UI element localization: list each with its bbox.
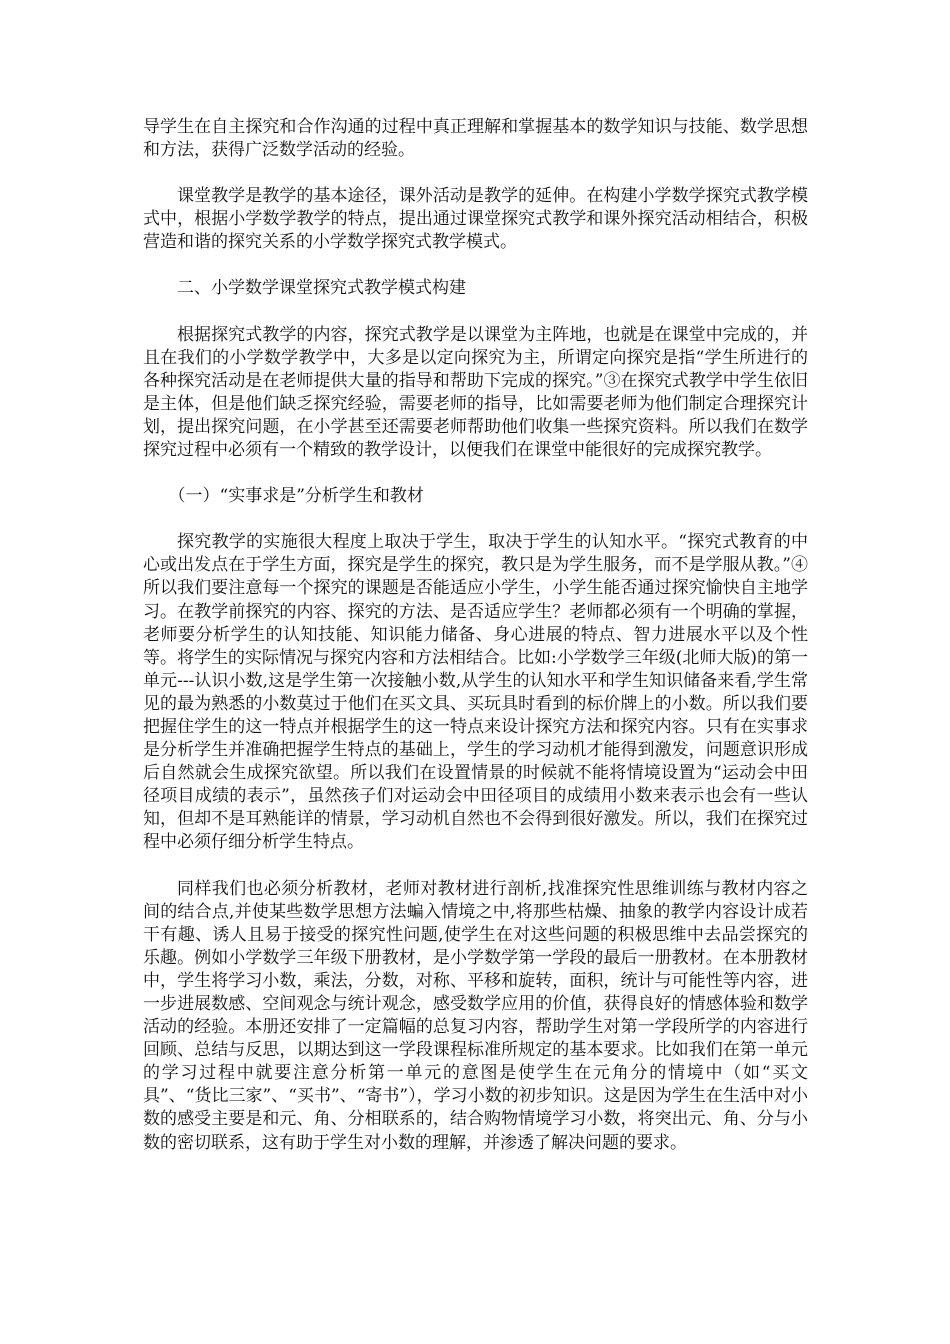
section-heading-2: 二、小学数学课堂探究式教学模式构建 bbox=[177, 278, 466, 299]
paragraph-analyze-textbook: 同样我们也必须分析教材，老师对教材进行剖析,找准探究性思维训练与教材内容之间的结合点,并使某些数学思想方法蝙入情境之中,将那些枯燥、抽象的教学内容设计成若干有趣、诱人且易于接受的探究性问题,使学生在对这些问题的积极思维中去品尝探究的乐趣。例如小学数学三年级下册教材，是小学数学第一学段的最后一册教材。在本册教材中，学生将学习小数，乘法，分数，对称、平移和旋转，面积，统计与可能性等内容，进一步进展数感、空间观念与统计观念，感受数学应用的价值，获得良好的情感体验和数学活动的经验。本册还安排了一定篇幅的总复习内容，帮助学生对第一学段所学的内容进行回顾、总结与反思，以期达到这一学段课程标准所规定的基本要求。比如我们在第一单元的学习过程中就要注意分析第一单元的意图是使学生在元角分的情境中（如“买文具”、“货比三家”、“买书”、“寄书”），学习小数的初步知识。这是因为学生在生活中对小数的感受主要是和元、角、分相联系的，结合购物情境学习小数，将突出元、角、分与小数的密切联系，这有助于学生对小数的理解，并渗透了解决问题的要求。 bbox=[143, 878, 808, 1153]
paragraph-inquiry-content: 根据探究式教学的内容，探究式教学是以课堂为主阵地，也就是在课堂中完成的，并且在我们的小学数学教学中，大多是以定向探究为主，所谓定向探究是指“学生所进行的各种探究活动是在老师提供大量的指导和帮助下完成的探究。”③在探究式教学中学生依旧是主体，但是他们缺乏探究经验，需要老师的指导，比如需要老师为他们制定合理探究计划，提出探究问题，在小学甚至还需要老师帮助他们收集一些探究资料。所以我们在数学探究过程中必须有一个精致的教学设计，以便我们在课堂中能很好的完成探究教学。 bbox=[143, 324, 808, 461]
paragraph-classroom-teaching: 课堂教学是教学的基本途径，课外活动是教学的延伸。在构建小学数学探究式教学模式中，根据小学数学教学的特点，提出通过课堂探究式教学和课外探究活动相结合，积极营造和谐的探究关系的小学数学探究式教学模式。 bbox=[143, 186, 808, 253]
document-page bbox=[143, 116, 808, 1178]
paragraph-intro-continuation: 导学生在自主探究和合作沟通的过程中真正理解和掌握基本的数学知识与技能、数学思想和方法，获得广泛数学活动的经验。 bbox=[143, 117, 808, 161]
subsection-heading-1: （一）“实事求是”分析学生和教材 bbox=[168, 486, 424, 507]
paragraph-analyze-students: 探究教学的实施很大程度上取决于学生，取决于学生的认知水平。“探究式教育的中心或出发点在于学生方面，探究是学生的探究，教只是为学生服务，而不是学服从教。”④所以我们要注意每一个探究的课题是否能适应小学生，小学生能否通过探究愉快自主地学习。在教学前探究的内容、探究的方法、是否适应学生？老师都必须有一个明确的掌握，老师要分析学生的认知技能、知识能力储备、身心进展的特点、智力进展水平以及个性等。将学生的实际情况与探究内容和方法相结合。比如:小学数学三年级(北师大版)的第一单元---认识小数,这是学生第一次接触小数,从学生的认知水平和学生知识储备来看,学生常见的最为熟悉的小数莫过于他们在买文具、买玩具时看到的标价牌上的小数。所以我们要把握住学生的这一特点并根据学生的这一特点来设计探究方法和探究内容。只有在实事求是分析学生并准确把握学生特点的基础上，学生的学习动机才能得到激发，问题意识形成后自然就会生成探究欲望。所以我们在设置情景的时候就不能将情境设置为“运动会中田径项目成绩的表示”，虽然孩子们对运动会中田径项目的成绩用小数来表示也会有一些认知，但却不是耳熟能详的情景，学习动机自然也不会得到很好激发。所以，我们在探究过程中必须仔细分析学生特点。 bbox=[143, 532, 808, 853]
